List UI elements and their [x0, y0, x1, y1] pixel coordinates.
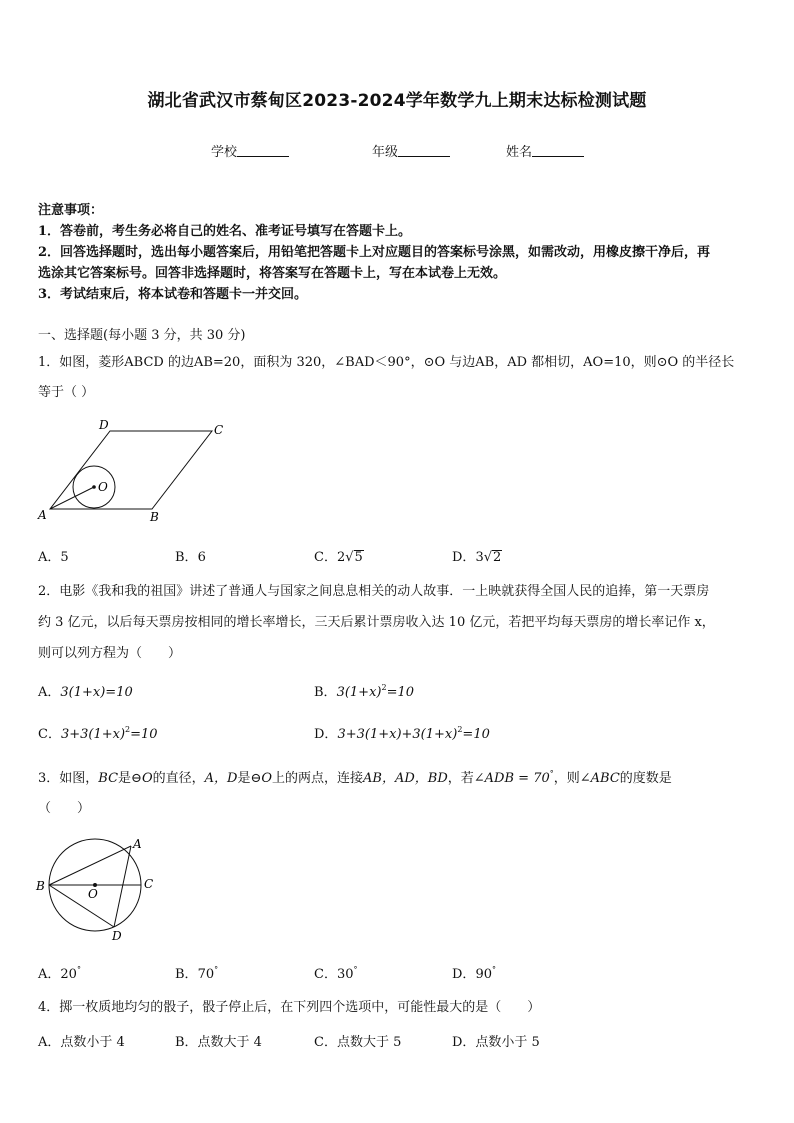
label-o: O	[98, 480, 108, 494]
sqrt-symbol: √	[345, 550, 354, 565]
name-label: 姓名	[506, 145, 533, 160]
option-equation: 3(1+x)	[336, 685, 382, 700]
q2-option-a[interactable]	[38, 681, 133, 700]
option-value: 90	[475, 967, 492, 982]
q3-option-a[interactable]	[38, 963, 81, 982]
label-d: D	[99, 418, 109, 432]
q4-option-d[interactable]: D．点数小于 5	[452, 1035, 540, 1050]
name-field	[506, 141, 584, 160]
segment-bd	[49, 885, 114, 927]
q2-text-cont-2: 则可以列方程为（ ）	[38, 646, 182, 661]
notice-item-1: 1．答卷前，考生务必将自己的姓名、准考证号填写在答题卡上。	[38, 224, 412, 239]
option-equation: 3(1+x)=10	[60, 685, 133, 700]
q3-option-b[interactable]	[175, 963, 218, 982]
notice-item-2: 2．回答选择题时，选出每小题答案后，用铅笔把答题卡上对应题目的答案标号涂黑，如需改动，用橡皮擦干净后，再	[38, 245, 711, 260]
label-b: B	[150, 510, 159, 524]
option-prefix: B．	[314, 685, 337, 700]
q2-text-cont-1: 约 3 亿元，以后每天票房按相同的增长率增长，三天后累计票房收入达 10 亿元，若把平均每天票房的增长率记作 x，	[38, 615, 715, 630]
option-prefix: A．	[38, 685, 61, 700]
q1-text: 1．如图，菱形ABCD 的边AB=20，面积为 320，∠BAD＜90°，⊙O 与边AB，AD 都相切，AO=10，则⊙O 的半径长	[38, 355, 735, 370]
option-prefix: C．	[38, 727, 61, 742]
center-point	[92, 485, 96, 489]
grade-label: 年级	[372, 145, 399, 160]
text-run: ，若	[447, 771, 474, 786]
label-c: C	[214, 423, 224, 437]
text-run: 的度数是	[619, 771, 672, 786]
q4-option-a[interactable]: A．点数小于 4	[38, 1035, 125, 1050]
label-b: B	[36, 879, 45, 893]
label-a: A	[38, 508, 47, 522]
degree-sign: °	[353, 965, 358, 974]
radicand: 2	[493, 550, 502, 565]
math-run: A，D	[204, 771, 238, 786]
math-run: AB，AD，BD	[363, 771, 448, 786]
q1-text-cont: 等于（ ）	[38, 385, 95, 400]
option-equation-tail: =10	[130, 727, 158, 742]
q4-option-b[interactable]: B．点数大于 4	[175, 1035, 262, 1050]
option-coef: 2	[336, 550, 346, 565]
option-value: 70	[197, 967, 215, 982]
option-prefix: C．	[314, 967, 337, 982]
label-d: D	[112, 929, 122, 942]
option-prefix: C．	[314, 550, 337, 565]
option-equation: 3+3(1+x)+3(1+x)	[337, 727, 458, 742]
math-run: ∠ABC	[579, 771, 620, 786]
text-run: 是	[118, 771, 132, 786]
sqrt-symbol: √	[483, 550, 493, 565]
notice-item-3: 3．考试结束后，将本试卷和答题卡一并交回。	[38, 287, 308, 302]
segment-ad	[114, 846, 131, 927]
option-prefix: B．	[175, 967, 198, 982]
q1-option-b[interactable]	[175, 546, 206, 565]
page-title: 湖北省武汉市蔡甸区2023-2024学年数学九上期末达标检测试题	[147, 91, 647, 111]
degree-sign: °	[549, 769, 554, 778]
option-value: 6	[197, 550, 206, 565]
option-prefix: D．	[452, 967, 476, 982]
option-prefix: D．	[452, 550, 476, 565]
math-run: ∠ADB = 70	[473, 771, 550, 786]
option-prefix: B．	[175, 550, 198, 565]
q4-text: 4．掷一枚质地均匀的骰子，骰子停止后，在下列四个选项中，可能性最大的是（ ）	[38, 1000, 541, 1015]
q3-option-d[interactable]	[452, 963, 496, 982]
exponent: 2	[381, 683, 387, 692]
text-run: 是	[237, 771, 251, 786]
q2-option-b[interactable]	[314, 681, 414, 700]
math-run: ⊖O	[250, 771, 273, 786]
exponent: 2	[125, 725, 131, 734]
q2-option-c[interactable]	[38, 723, 158, 742]
text-run: 3．如图，	[38, 771, 99, 786]
q3-text	[38, 765, 672, 788]
text-run: 的直径，	[152, 771, 205, 786]
option-value: 20	[60, 967, 77, 982]
q2-text: 2．电影《我和我的祖国》讲述了普通人与国家之间息息相关的动人故事．一上映就获得全国人民的追捧，第一天票房	[38, 584, 710, 599]
school-field	[211, 141, 289, 160]
label-a: A	[133, 837, 142, 851]
q1-option-c[interactable]	[314, 546, 364, 565]
grade-field	[372, 141, 450, 160]
option-prefix: A．	[38, 967, 61, 982]
notice-item-2-cont: 选涂其它答案标号。回答非选择题时，将答案写在答题卡上，写在本试卷上无效。	[38, 266, 507, 281]
option-equation-tail: =10	[386, 685, 415, 700]
option-prefix: A．	[38, 550, 61, 565]
q3-text-cont: （ ）	[38, 801, 91, 816]
q1-rhombus-figure	[30, 415, 230, 527]
grade-blank	[398, 144, 450, 157]
degree-sign: °	[491, 965, 496, 974]
option-value: 30	[336, 967, 354, 982]
degree-sign: °	[76, 965, 81, 974]
text-run: 上的两点，连接	[272, 771, 364, 786]
name-blank	[532, 144, 584, 157]
option-prefix: D．	[314, 727, 338, 742]
segment-ao	[50, 487, 94, 509]
option-equation: 3+3(1+x)	[60, 727, 126, 742]
notice-heading: 注意事项：	[38, 203, 104, 218]
option-coef: 3	[475, 550, 484, 565]
text-run: ，则	[553, 771, 580, 786]
label-o: O	[88, 887, 98, 901]
option-equation-tail: =10	[462, 727, 490, 742]
q1-option-a[interactable]	[38, 546, 69, 565]
q2-option-d[interactable]	[314, 723, 490, 742]
q4-option-c[interactable]: C．点数大于 5	[314, 1035, 402, 1050]
school-blank	[237, 144, 289, 157]
math-run: ⊖O	[131, 771, 153, 786]
school-label: 学校	[211, 145, 238, 160]
q3-option-c[interactable]	[314, 963, 358, 982]
radicand: 5	[354, 550, 363, 565]
segment-ab	[49, 846, 131, 885]
option-value: 5	[60, 550, 69, 565]
label-c: C	[144, 877, 154, 891]
q1-option-d[interactable]	[452, 546, 502, 565]
q3-circle-figure	[30, 830, 160, 942]
degree-sign: °	[214, 965, 219, 974]
section-heading: 一、选择题(每小题 3 分，共 30 分)	[38, 328, 246, 343]
exponent: 2	[457, 725, 463, 734]
math-run: BC	[98, 771, 119, 786]
